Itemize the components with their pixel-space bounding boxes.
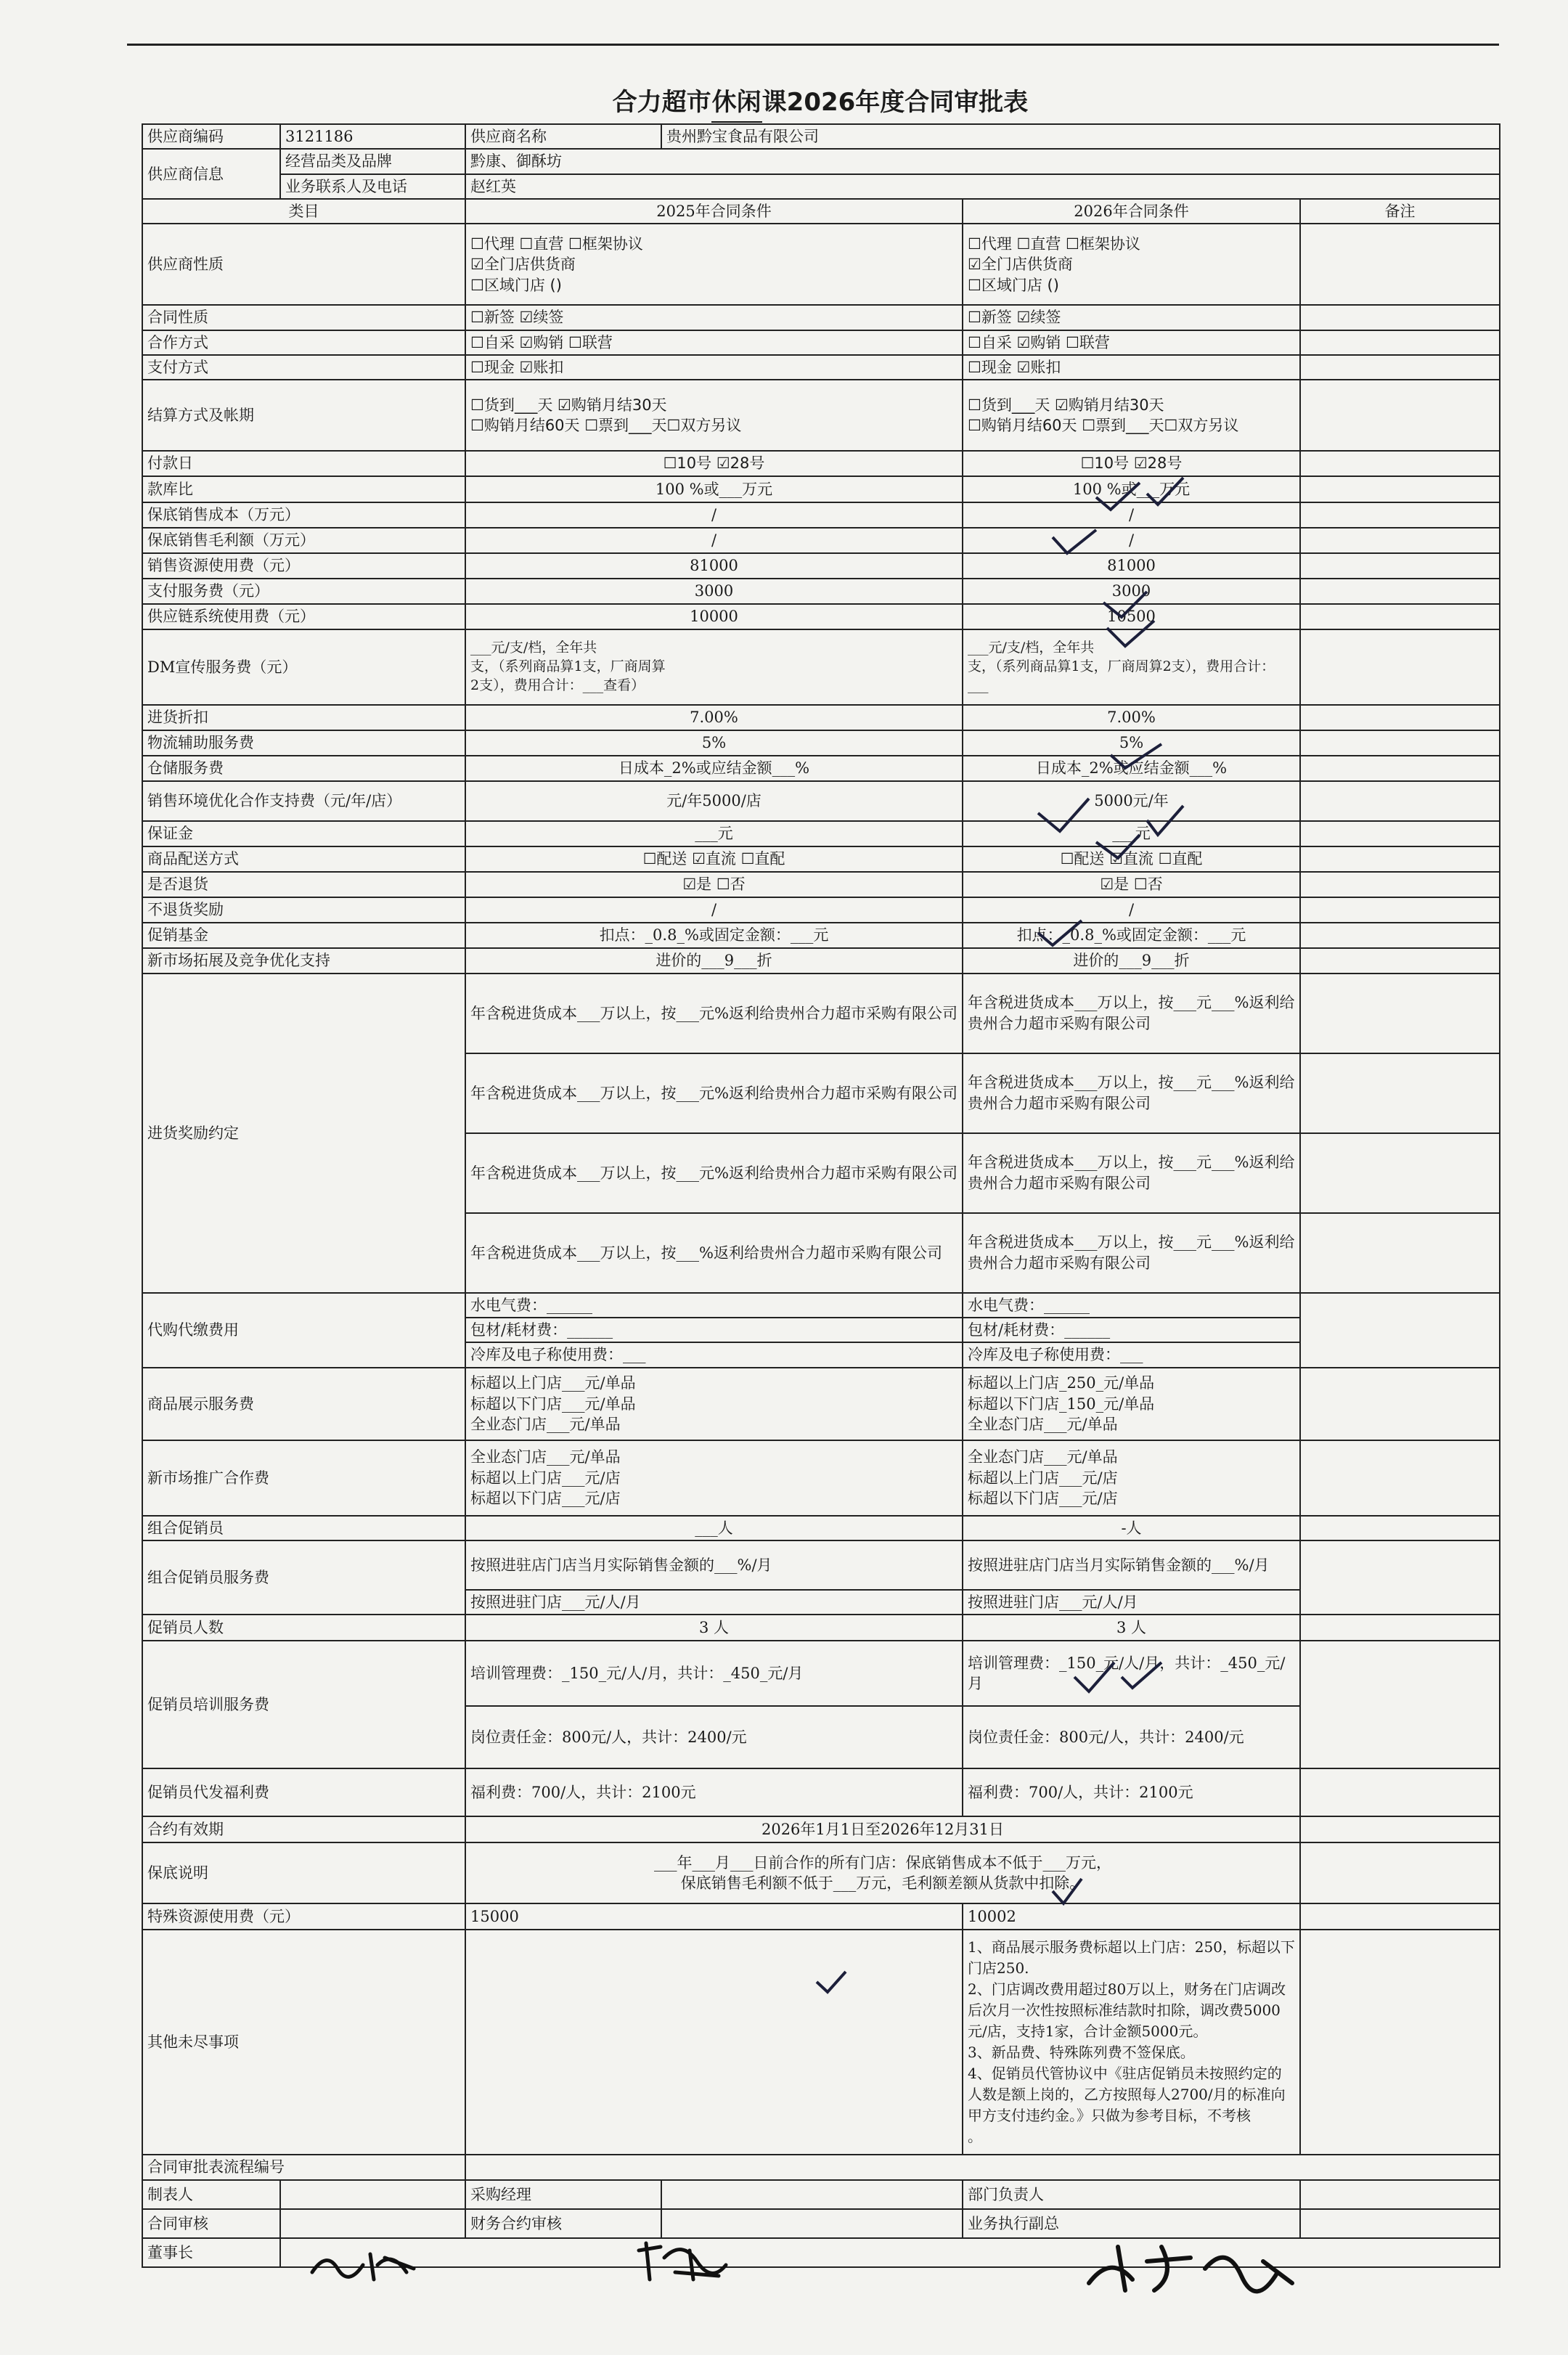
display-2026-line3: 全业态门店___元/单品 <box>968 1415 1118 1433</box>
remark-cell <box>1300 821 1500 846</box>
logistics-label: 物流辅助服务费 <box>142 730 465 756</box>
promo-fund-2026: 扣点：_0.8_%或固定金额：___元 <box>963 923 1300 948</box>
remark-cell <box>1300 948 1500 974</box>
new-promo-2025-line1: 全业态门店___元/单品 <box>470 1448 621 1466</box>
rebate-label: 进货奖励约定 <box>142 974 465 1293</box>
settlement-label: 结算方式及帐期 <box>142 380 465 451</box>
brand-value: 黔康、御酥坊 <box>465 149 1500 174</box>
resource-fee-2025: 81000 <box>465 553 963 579</box>
new-promo-2025-line2: 标超以上门店___元/店 <box>470 1469 621 1487</box>
group-fee-2026-ratio: 按照进驻店门店当月实际销售金额的___%/月 <box>963 1540 1300 1590</box>
pay-day-row <box>142 451 1500 476</box>
guarantee-margin-2025: / <box>465 528 963 553</box>
nature-2026-line1: ☐代理 ☐直营 ☐框架协议 <box>968 234 1140 253</box>
remark-cell <box>1300 1213 1500 1293</box>
service-fee-row <box>142 579 1500 604</box>
remark-cell <box>1300 579 1500 604</box>
rebate-2026-tier3: 年含税进货成本___万以上，按___元___%返利给贵州合力超市采购有限公司 <box>963 1133 1300 1213</box>
group-fee-label: 组合促销员服务费 <box>142 1540 465 1615</box>
welfare-2026: 福利费：700/人，共计：2100元 <box>963 1768 1300 1816</box>
remark-cell <box>1300 1368 1500 1440</box>
nature-2025 <box>465 224 963 305</box>
display-2025-line2: 标超以下门店___元/单品 <box>470 1395 636 1413</box>
env-fee-label: 销售环境优化合作支持费（元/年/店） <box>142 781 465 821</box>
promoters-row <box>142 1615 1500 1641</box>
chairman-signature-cell <box>280 2238 1500 2267</box>
promoters-2025: 3 人 <box>465 1615 963 1641</box>
rebate-2025-tier2: 年含税进货成本___万以上，按___元%返利给贵州合力超市采购有限公司 <box>465 1053 963 1133</box>
contact-label: 业务联系人及电话 <box>280 174 465 199</box>
other-item-3: 3、新品费、特殊陈列费不签保底。 <box>968 2044 1195 2062</box>
coop-mode-row <box>142 330 1500 355</box>
dm-fee-2026 <box>963 629 1300 705</box>
special-fee-label: 特殊资源使用费（元） <box>142 1903 465 1930</box>
guarantee-margin-label: 保底销售毛利额（万元） <box>142 528 465 553</box>
promoters-2026: 3 人 <box>963 1615 1300 1641</box>
guarantee-margin-2026: / <box>963 528 1300 553</box>
rebate-2026-tier2: 年含税进货成本___万以上，按___元___%返利给贵州合力超市采购有限公司 <box>963 1053 1300 1133</box>
group-fee-2025-ratio: 按照进驻店门店当月实际销售金额的___%/月 <box>465 1540 963 1590</box>
inventory-ratio-row <box>142 476 1500 502</box>
dm-fee-label: DM宣传服务费（元） <box>142 629 465 705</box>
chairman-label: 董事长 <box>142 2238 280 2267</box>
flow-review-row <box>142 2209 1500 2238</box>
display-label: 商品展示服务费 <box>142 1368 465 1440</box>
remark-cell <box>1300 872 1500 897</box>
purchase-manager-signature-cell <box>661 2180 963 2209</box>
discount-row <box>142 705 1500 730</box>
guarantee-note-row <box>142 1842 1500 1903</box>
new-market-2026: 进价的___9___折 <box>963 948 1300 974</box>
deposit-row <box>142 821 1500 846</box>
nature-2026 <box>963 224 1300 305</box>
nature-2026-line2: ☑全门店供货商 <box>968 256 1073 274</box>
deposit-label: 保证金 <box>142 821 465 846</box>
resource-fee-label: 销售资源使用费（元） <box>142 553 465 579</box>
return-label: 是否退货 <box>142 872 465 897</box>
new-promo-2026 <box>963 1440 1300 1516</box>
maker-label: 制表人 <box>142 2180 280 2209</box>
supplier-name: 贵州黔宝食品有限公司 <box>661 124 1500 149</box>
remark-cell <box>1300 330 1500 355</box>
supplier-info-label: 供应商信息 <box>142 149 280 199</box>
pay-mode-2025: ☐现金 ☑账扣 <box>465 355 963 380</box>
other-2025 <box>465 1930 963 2155</box>
rebate-row <box>142 974 1500 1053</box>
top-border-line <box>127 44 1499 46</box>
rebate-2025-tier3: 年含税进货成本___万以上，按___元%返利给贵州合力超市采购有限公司 <box>465 1133 963 1213</box>
deposit-2025: ___元 <box>465 821 963 846</box>
remark-cell <box>1300 1903 1500 1930</box>
agency-label: 代购代缴费用 <box>142 1293 465 1368</box>
delivery-row <box>142 846 1500 872</box>
remark-cell <box>1300 553 1500 579</box>
remark-cell <box>1300 923 1500 948</box>
remark-cell <box>1300 476 1500 502</box>
flow-number-value <box>465 2155 1500 2179</box>
resource-fee-row <box>142 553 1500 579</box>
supply-chain-fee-row <box>142 604 1500 629</box>
exec-vp-signature-cell <box>1300 2209 1500 2238</box>
header-2025: 2025年合同条件 <box>465 199 963 224</box>
supply-chain-fee-2026: 10500 <box>963 604 1300 629</box>
resource-fee-2026: 81000 <box>963 553 1300 579</box>
contract-type-2025: ☐新签 ☑续签 <box>465 305 963 330</box>
remark-cell <box>1300 1540 1500 1615</box>
guarantee-margin-row <box>142 528 1500 553</box>
remark-cell <box>1300 305 1500 330</box>
agency-row <box>142 1293 1500 1318</box>
agency-2025-cold: 冷库及电子称使用费：___ <box>465 1342 963 1367</box>
guarantee-cost-2026: / <box>963 502 1300 528</box>
brand-label: 经营品类及品牌 <box>280 149 465 174</box>
service-fee-label: 支付服务费（元） <box>142 579 465 604</box>
delivery-label: 商品配送方式 <box>142 846 465 872</box>
welfare-row <box>142 1768 1500 1816</box>
discount-2026: 7.00% <box>963 705 1300 730</box>
guarantee-note-line2: 保底销售毛利额不低于___万元，毛利额差额从货款中扣除。 <box>680 1874 1085 1893</box>
storage-label: 仓储服务费 <box>142 756 465 781</box>
nature-2025-line3: ☐区域门店 () <box>470 276 562 294</box>
supply-chain-fee-label: 供应链系统使用费（元） <box>142 604 465 629</box>
supplier-code: 3121186 <box>280 124 465 149</box>
supply-chain-fee-2025: 10000 <box>465 604 963 629</box>
flow-number-label: 合同审批表流程编号 <box>142 2155 465 2179</box>
remark-cell <box>1300 1440 1500 1516</box>
guarantee-cost-row <box>142 502 1500 528</box>
flow-chairman-row <box>142 2238 1500 2267</box>
pay-mode-2026: ☐现金 ☑账扣 <box>963 355 1300 380</box>
other-row <box>142 1930 1500 2155</box>
new-promo-label: 新市场推广合作费 <box>142 1440 465 1516</box>
new-market-2025: 进价的___9___折 <box>465 948 963 974</box>
remark-cell <box>1300 224 1500 305</box>
remark-cell <box>1300 1816 1500 1842</box>
contact-value: 赵红英 <box>465 174 1500 199</box>
logistics-row <box>142 730 1500 756</box>
remark-cell <box>1300 1516 1500 1540</box>
nature-2025-line2: ☑全门店供货商 <box>470 256 576 274</box>
remark-cell <box>1300 1133 1500 1213</box>
inventory-ratio-label: 款库比 <box>142 476 465 502</box>
dept-head-signature-cell <box>1300 2180 1500 2209</box>
guarantee-cost-label: 保底销售成本（万元） <box>142 502 465 528</box>
env-fee-row <box>142 781 1500 821</box>
supplier-brand-row <box>142 149 1500 174</box>
new-promo-row <box>142 1440 1500 1516</box>
group-fee-row <box>142 1540 1500 1590</box>
other-2026 <box>963 1930 1300 2155</box>
agency-2025-material: 包材/耗材费：______ <box>465 1318 963 1342</box>
purchase-manager-label: 采购经理 <box>465 2180 661 2209</box>
page-title: 合力超市休闲课2026年度合同审批表 <box>142 83 1499 121</box>
other-item-5: 。 <box>968 2128 982 2146</box>
dm-fee-2025 <box>465 629 963 705</box>
storage-2025: 日成本_2%或应结金额___% <box>465 756 963 781</box>
guarantee-note-text <box>465 1842 1300 1903</box>
inventory-ratio-2025: 100 %或___万元 <box>465 476 963 502</box>
deposit-2026: ___元 <box>963 821 1300 846</box>
service-fee-2025: 3000 <box>465 579 963 604</box>
remark-cell <box>1300 1768 1500 1816</box>
dm-fee-2026-line1: ___元/支/档，全年共 <box>968 640 1095 656</box>
settlement-2025-line1: ☐货到___天 ☑购销月结30天 <box>470 396 667 415</box>
settlement-2026-line2: ☐购销月结60天 ☐票到___天☐双方另议 <box>968 417 1239 435</box>
new-promo-2025 <box>465 1440 963 1516</box>
nature-2025-line1: ☐代理 ☐直营 ☐框架协议 <box>470 234 643 253</box>
new-promo-2025-line3: 标超以下门店___元/店 <box>470 1489 621 1507</box>
remark-cell <box>1300 380 1500 451</box>
contract-type-2026: ☐新签 ☑续签 <box>963 305 1300 330</box>
no-return-2025: / <box>465 897 963 923</box>
remark-cell <box>1300 730 1500 756</box>
display-2026-line1: 标超以上门店_250_元/单品 <box>968 1374 1155 1392</box>
new-market-label: 新市场拓展及竞争优化支持 <box>142 948 465 974</box>
service-fee-2026: 3000 <box>963 579 1300 604</box>
remark-cell <box>1300 756 1500 781</box>
header-2026: 2026年合同条件 <box>963 199 1300 224</box>
special-fee-2025: 15000 <box>465 1903 963 1930</box>
pay-mode-label: 支付方式 <box>142 355 465 380</box>
finance-review-signature-cell <box>661 2209 963 2238</box>
review-label: 合同审核 <box>142 2209 280 2238</box>
promoters-label: 促销员人数 <box>142 1615 465 1641</box>
dept-head-label: 部门负责人 <box>963 2180 1300 2209</box>
guarantee-note-label: 保底说明 <box>142 1842 465 1903</box>
other-item-1: 1、商品展示服务费标超以上门店：250，标超以下门店250. <box>968 1938 1295 1978</box>
rebate-2025-tier4: 年含税进货成本___万以上，按___%返利给贵州合力超市采购有限公司 <box>465 1213 963 1293</box>
pay-day-label: 付款日 <box>142 451 465 476</box>
group-promoter-2025: ___人 <box>465 1516 963 1540</box>
contract-type-row <box>142 305 1500 330</box>
exec-vp-label: 业务执行副总 <box>963 2209 1300 2238</box>
settlement-2025-line2: ☐购销月结60天 ☐票到___天☐双方另议 <box>470 417 742 435</box>
remark-cell <box>1300 1053 1500 1133</box>
remark-cell <box>1300 1930 1500 2155</box>
remark-cell <box>1300 604 1500 629</box>
coop-mode-2026: ☐自采 ☑购销 ☐联营 <box>963 330 1300 355</box>
group-promoter-2026: -人 <box>963 1516 1300 1540</box>
review-signature-cell <box>280 2209 465 2238</box>
remark-cell <box>1300 897 1500 923</box>
new-promo-2026-line1: 全业态门店___元/单品 <box>968 1448 1118 1466</box>
pay-day-2025: ☐10号 ☑28号 <box>465 451 963 476</box>
no-return-2026: / <box>963 897 1300 923</box>
logistics-2025: 5% <box>465 730 963 756</box>
remark-cell <box>1300 705 1500 730</box>
rebate-2026-tier4: 年含税进货成本___万以上，按___元___%返利给贵州合力超市采购有限公司 <box>963 1213 1300 1293</box>
rebate-2026-tier1: 年含税进货成本___万以上，按___元___%返利给贵州合力超市采购有限公司 <box>963 974 1300 1053</box>
promo-service-row <box>142 1641 1500 1706</box>
remark-cell <box>1300 1293 1500 1368</box>
new-market-row <box>142 948 1500 974</box>
remark-cell <box>1300 846 1500 872</box>
rebate-2025-tier1: 年含税进货成本___万以上，按___元%返利给贵州合力超市采购有限公司 <box>465 974 963 1053</box>
display-2025 <box>465 1368 963 1440</box>
display-2025-line1: 标超以上门店___元/单品 <box>470 1374 636 1392</box>
remark-cell <box>1300 1641 1500 1768</box>
storage-2026: 日成本_2%或应结金额___% <box>963 756 1300 781</box>
special-fee-row <box>142 1903 1500 1930</box>
nature-row <box>142 224 1500 305</box>
no-return-row <box>142 897 1500 923</box>
remark-cell <box>1300 355 1500 380</box>
agency-2025-utility: 水电气费：______ <box>465 1293 963 1318</box>
other-item-4: 4、促销员代管协议中《驻店促销员未按照约定的人数是额上岗的，乙方按照每人2700/月的标准向甲方支付违约金。》只做为参考目标，不考核 <box>968 2065 1286 2125</box>
display-2026 <box>963 1368 1300 1440</box>
promo-service-label: 促销员培训服务费 <box>142 1641 465 1768</box>
dm-fee-2025-line3: 2支），费用合计：___查看） <box>470 677 645 693</box>
special-fee-2026: 10002 <box>963 1903 1300 1930</box>
pay-mode-row <box>142 355 1500 380</box>
contract-type-label: 合同性质 <box>142 305 465 330</box>
return-2025: ☑是 ☐否 <box>465 872 963 897</box>
guarantee-cost-2025: / <box>465 502 963 528</box>
promo-service-2025-training: 培训管理费：_150_元/人/月，共计：_450_元/月 <box>465 1641 963 1706</box>
flow-sign-row <box>142 2180 1500 2209</box>
agency-2026-utility: 水电气费：______ <box>963 1293 1300 1318</box>
welfare-2025: 福利费：700/人，共计：2100元 <box>465 1768 963 1816</box>
display-2025-line3: 全业态门店___元/单品 <box>470 1415 621 1433</box>
delivery-2026: ☐配送 ☑直流 ☐直配 <box>963 846 1300 872</box>
logistics-2026: 5% <box>963 730 1300 756</box>
remark-cell <box>1300 528 1500 553</box>
promo-fund-label: 促销基金 <box>142 923 465 948</box>
display-2026-line2: 标超以下门店_150_元/单品 <box>968 1395 1155 1413</box>
agency-2026-material: 包材/耗材费：______ <box>963 1318 1300 1342</box>
group-promoter-row <box>142 1516 1500 1540</box>
group-promoter-label: 组合促销员 <box>142 1516 465 1540</box>
new-promo-2026-line2: 标超以上门店___元/店 <box>968 1469 1118 1487</box>
coop-mode-2025: ☐自采 ☑购销 ☐联营 <box>465 330 963 355</box>
return-2026: ☑是 ☐否 <box>963 872 1300 897</box>
pay-day-2026: ☐10号 ☑28号 <box>963 451 1300 476</box>
settlement-2026-line1: ☐货到___天 ☑购销月结30天 <box>968 396 1164 415</box>
supplier-contact-row <box>142 174 1500 199</box>
dm-fee-2025-line1: ___元/支/档，全年共 <box>470 640 597 656</box>
promo-service-2026-training: 培训管理费：_150_元/人/月，共计：_450_元/月 <box>963 1641 1300 1706</box>
group-fee-2025-fixed: 按照进驻门店___元/人/月 <box>465 1590 963 1615</box>
header-remark: 备注 <box>1300 199 1500 224</box>
promo-fund-row <box>142 923 1500 948</box>
remark-cell <box>1300 974 1500 1053</box>
maker-signature-cell <box>280 2180 465 2209</box>
delivery-2025: ☐配送 ☑直流 ☐直配 <box>465 846 963 872</box>
contract-approval-table <box>142 123 1500 2268</box>
finance-review-label: 财务合约审核 <box>465 2209 661 2238</box>
remark-cell <box>1300 629 1500 705</box>
guarantee-note-line1: ___年___月___日前合作的所有门店：保底销售成本不低于___万元， <box>654 1854 1111 1872</box>
header-row <box>142 199 1500 224</box>
validity-value: 2026年1月1日至2026年12月31日 <box>465 1816 1300 1842</box>
other-item-2: 2、门店调改费用超过80万以上，财务在门店调改后次月一次性按照标准结款时扣除，调改费5000元/店，支持1家，合计金额5000元。 <box>968 1980 1286 2041</box>
nature-label: 供应商性质 <box>142 224 465 305</box>
coop-mode-label: 合作方式 <box>142 330 465 355</box>
settlement-row <box>142 380 1500 451</box>
remark-cell <box>1300 781 1500 821</box>
supplier-code-row <box>142 124 1500 149</box>
return-row <box>142 872 1500 897</box>
promo-service-2026-duty: 岗位责任金：800元/人，共计：2400/元 <box>963 1706 1300 1768</box>
dm-fee-row <box>142 629 1500 705</box>
storage-row <box>142 756 1500 781</box>
remark-cell <box>1300 1842 1500 1903</box>
welfare-label: 促销员代发福利费 <box>142 1768 465 1816</box>
other-label: 其他未尽事项 <box>142 1930 465 2155</box>
settlement-2026 <box>963 380 1300 451</box>
inventory-ratio-2026: 100 %或___万元 <box>963 476 1300 502</box>
supplier-name-label: 供应商名称 <box>465 124 661 149</box>
display-row <box>142 1368 1500 1440</box>
env-fee-2026: 5000元/年 <box>963 781 1300 821</box>
promo-fund-2025: 扣点：_0.8_%或固定金额：___元 <box>465 923 963 948</box>
validity-label: 合约有效期 <box>142 1816 465 1842</box>
no-return-label: 不退货奖励 <box>142 897 465 923</box>
header-category: 类目 <box>142 199 465 224</box>
env-fee-2025: 元/年5000/店 <box>465 781 963 821</box>
flow-number-row <box>142 2155 1500 2179</box>
nature-2026-line3: ☐区域门店 () <box>968 276 1059 294</box>
group-fee-2026-fixed: 按照进驻门店___元/人/月 <box>963 1590 1300 1615</box>
validity-row <box>142 1816 1500 1842</box>
supplier-code-label: 供应商编码 <box>142 124 280 149</box>
discount-2025: 7.00% <box>465 705 963 730</box>
settlement-2025 <box>465 380 963 451</box>
discount-label: 进货折扣 <box>142 705 465 730</box>
remark-cell <box>1300 502 1500 528</box>
remark-cell <box>1300 451 1500 476</box>
dm-fee-2025-line2: 支，（系列商品算1支，厂商周算 <box>470 658 666 674</box>
remark-cell <box>1300 1615 1500 1641</box>
agency-2026-cold: 冷库及电子称使用费：___ <box>963 1342 1300 1367</box>
new-promo-2026-line3: 标超以下门店___元/店 <box>968 1489 1118 1507</box>
promo-service-2025-duty: 岗位责任金：800元/人，共计：2400/元 <box>465 1706 963 1768</box>
dm-fee-2026-line2: 支，（系列商品算1支，厂商周算2支），费用合计：___ <box>968 658 1275 693</box>
